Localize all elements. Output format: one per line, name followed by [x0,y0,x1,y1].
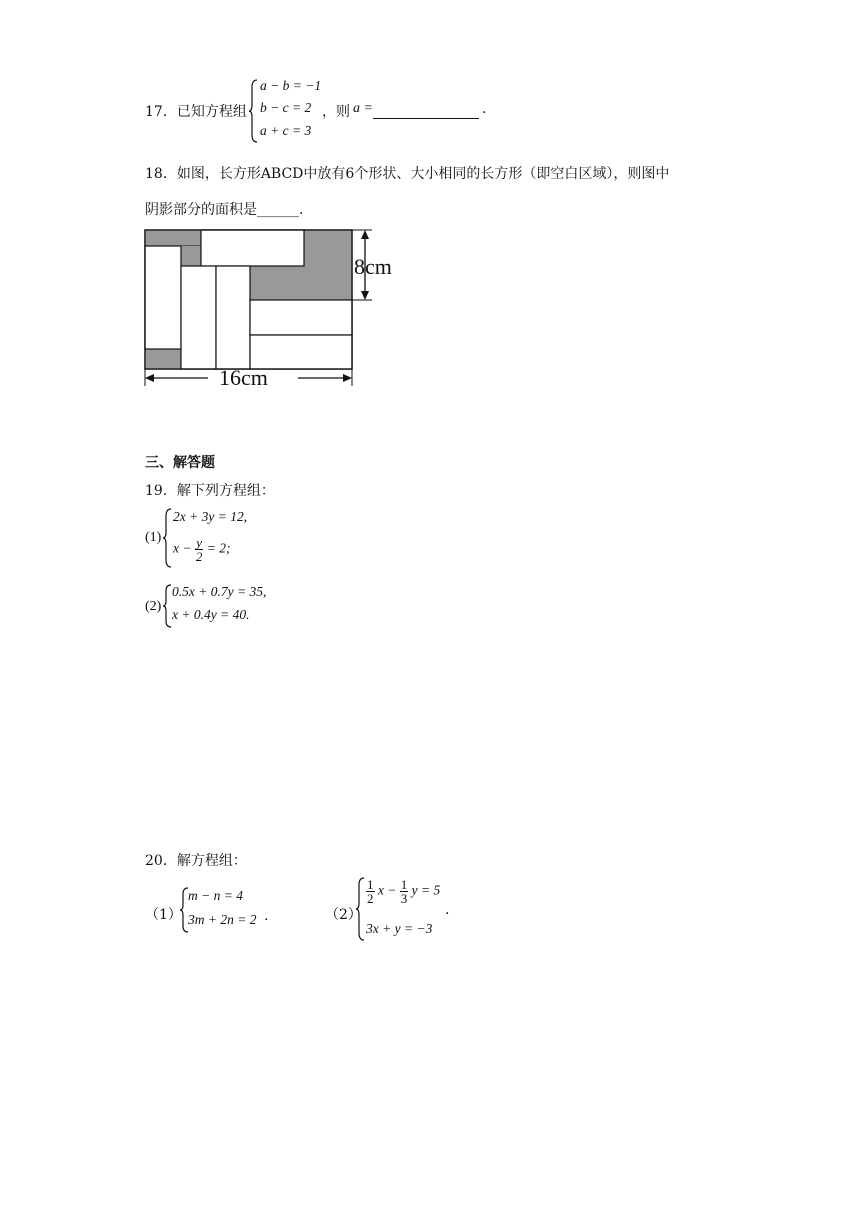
white-rect-right-top [250,300,352,335]
fraction-denominator: 3 [400,891,408,906]
q20-p2-fraction-2 [400,878,409,905]
q19-p2-number: (2) [145,599,162,614]
white-rect-top [201,230,304,266]
white-rect-mid2 [216,266,250,369]
height-label: 8cm [354,254,392,279]
q20-p2-fraction-1 [366,878,375,905]
q19-p1-eq2-right: = 2; [206,540,231,556]
fraction-denominator: 2 [367,891,374,906]
q18-figure [140,226,410,392]
shaded-top-middle [180,246,201,266]
q19-p1-eq2-left: x − [173,540,192,556]
q17-eq1: a − b = −1 [260,78,322,93]
q19-label: 19．解下列方程组： [145,483,275,499]
q20-p2-end: . [445,902,450,918]
white-rect-left [145,246,181,349]
q17-end: . [482,101,487,117]
white-rect-mid1 [181,266,216,369]
width-label: 16cm [219,365,268,390]
left-brace-icon [163,508,173,568]
q17-answer-blank[interactable] [373,104,479,119]
q18-line1: 18．如图，长方形ABCD中放有6个形状、大小相同的长方形（即空白区域），则图中 [145,166,670,182]
q19-p1-eq1: 2x + 3y = 12, [173,509,248,524]
q20-p1-number: （1） [145,907,182,923]
fraction-numerator: 1 [400,877,408,892]
fraction-denominator: 2 [195,549,203,564]
section-title: 三、解答题 [145,455,215,471]
white-rect-right-bottom [250,335,352,369]
q17-eq3: a + c = 3 [260,123,312,138]
q18-line2: 阴影部分的面积是______. [145,202,304,218]
q20-p2-eq1 [366,878,440,905]
left-brace-icon [249,79,259,143]
q20-p1-end: . [264,908,269,924]
q19-p1-system [163,506,283,570]
q20-p2-number: （2） [325,907,362,923]
fraction-numerator: y [196,535,202,550]
shaded-bottom-left [145,349,181,369]
q17-eq2: b − c = 2 [260,100,312,115]
q17-var: a = [353,101,373,116]
q19-p1-eq2 [173,536,230,563]
shaded-top-left [145,230,201,246]
q19-p1-number: (1) [145,530,162,545]
q20-label: 20．解方程组： [145,853,247,869]
q20-p2-eq2: 3x + y = −3 [366,921,433,936]
q20-p1-eq2: 3m + 2n = 2 [188,912,257,927]
q17-tail: ，则 [322,104,350,120]
q19-p2-system [163,583,303,629]
q19-p1-fraction [195,536,204,563]
q20-p2-eq1-tail: y = 5 [411,882,441,898]
q17-label: 17．已知方程组 [145,104,247,120]
q20-p2-system [356,876,456,942]
q19-p2-eq1: 0.5x + 0.7y = 35, [172,584,267,599]
q19-p2-eq2: x + 0.4y = 40. [172,607,250,622]
fraction-numerator: 1 [367,877,374,892]
q20-p1-eq1: m − n = 4 [188,888,243,903]
left-brace-icon [356,877,366,941]
q20-p2-eq1-mid: x − [377,882,397,898]
